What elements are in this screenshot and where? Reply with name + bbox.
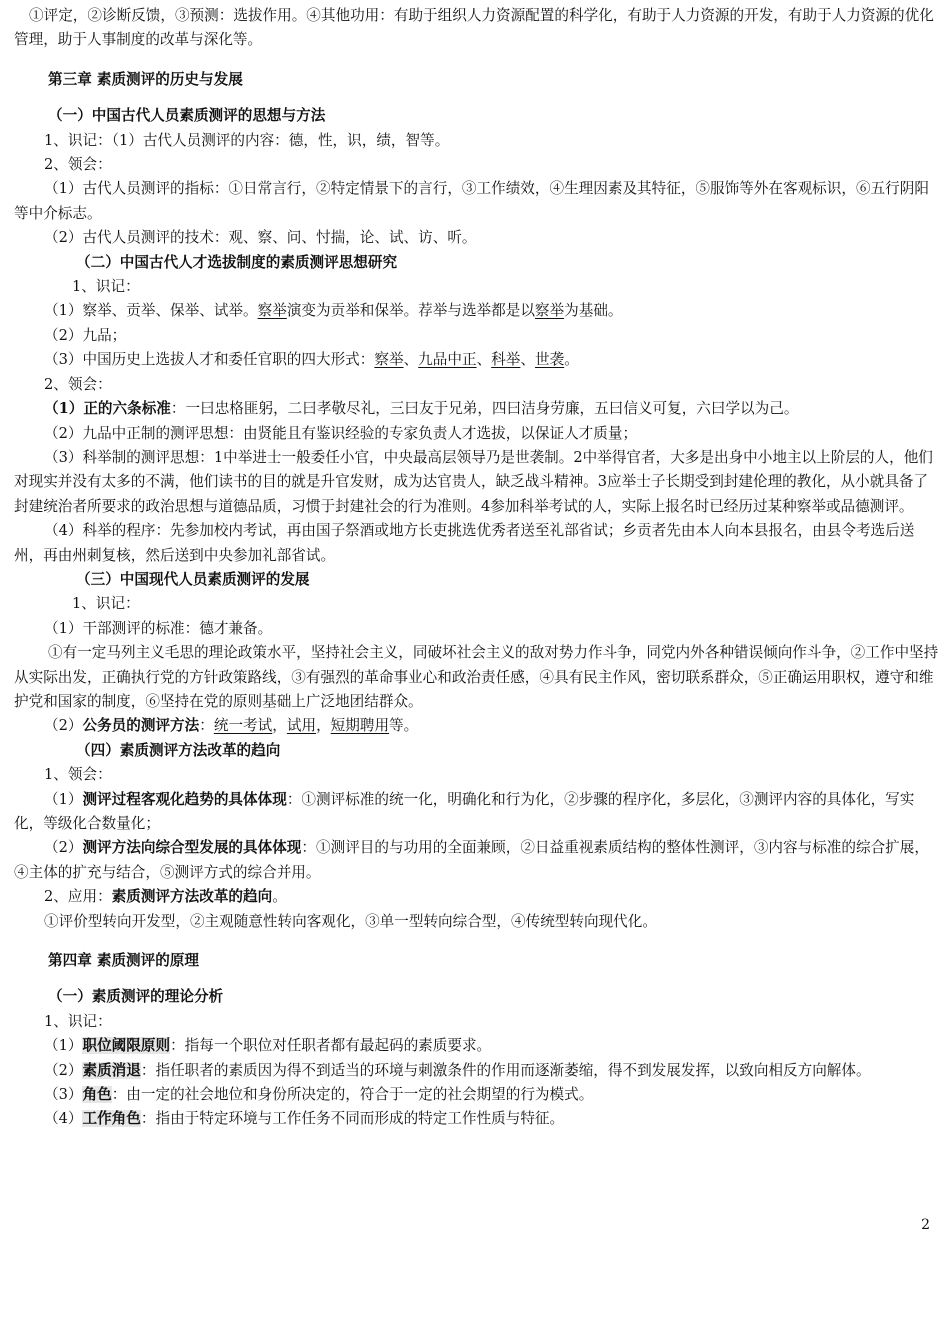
text-line: ①有一定马列主义毛思的理论政策水平，坚持社会主义，同破坏社会主义的敌对势力作斗争，同党内外各种错误倾向作斗争，②工作中坚持从实际出发，正确执行党的方针政策路线，③有强烈的革命事业心和政治责任感，④具有民主作风，密切联系群众，⑤正确运用职权，遵守和维护党和国家的制度，⑥坚持在党的原则基础上广泛地团结群众。 bbox=[14, 644, 939, 710]
text-line: 2、领会： bbox=[44, 156, 112, 174]
page-number: 2 bbox=[921, 1217, 930, 1233]
bold-term: 测评方法向综合型发展的具体体现 bbox=[82, 839, 302, 857]
text-line: （3）中国历史上选拔人才和委任官职的四大形式：察举、九品中正、科举、世袭。 bbox=[44, 351, 579, 369]
text-line: （1）正的六条标准：一曰忠格匪躬，二曰孝敬尽礼，三曰友于兄弟，四曰洁身劳廉，五曰信义可复，六曰学以为己。 bbox=[44, 400, 799, 418]
text-line: （2）公务员的测评方法：统一考试，试用，短期聘用等。 bbox=[44, 717, 419, 735]
underlined-term: 科举 bbox=[491, 351, 521, 369]
text-line: （1）古代人员测评的指标：①日常言行，②特定情景下的言行，③工作绩效，④生理因素及其特征，⑤服饰等外在客观标识，⑥五行阴阳等中介标志。 bbox=[14, 180, 929, 222]
text-line: ①评价型转向开发型，②主观随意性转向客观化，③单一型转向综合型，④传统型转向现代化。 bbox=[44, 912, 657, 930]
text-line: （2）测评方法向综合型发展的具体体现：①测评目的与功用的全面兼顾，②日益重视素质结构的整体性测评，③内容与标准的综合扩展，④主体的扩充与结合，⑤测评方式的综合并用。 bbox=[14, 839, 929, 881]
underlined-term: 察举 bbox=[534, 302, 565, 320]
text-line: （3）角色：由一定的社会地位和身份所决定的，符合于一定的社会期望的行为模式。 bbox=[44, 1086, 594, 1104]
underlined-term: 短期聘用 bbox=[330, 717, 390, 735]
underlined-term: 察举 bbox=[374, 351, 404, 369]
text-line: 1、识记： bbox=[72, 278, 140, 296]
bold-term: 公务员的测评方法 bbox=[82, 717, 200, 735]
bold-term: 测评过程客观化趋势的具体体现 bbox=[82, 790, 287, 808]
section-5-heading: （一）素质测评的理论分析 bbox=[48, 988, 224, 1006]
text-line: 1、识记： bbox=[72, 595, 140, 613]
text-line: （2）九品； bbox=[44, 326, 127, 344]
text-line: 1、识记：（1）古代人员测评的内容：德，性，识，绩，智等。 bbox=[44, 131, 450, 149]
text-line: （4）工作角色：指由于特定环境与工作任务不同而形成的特定工作性质与特征。 bbox=[44, 1110, 565, 1128]
text-line: （2）素质消退：指任职者的素质因为得不到适当的环境与刺激条件的作用而逐渐萎缩，得不到发展发挥，以致向相反方向解体。 bbox=[44, 1061, 871, 1079]
text-line: （2）古代人员测评的技术：观、察、问、忖揣，论、试、访、听。 bbox=[44, 229, 477, 247]
section-1-heading: （一）中国古代人员素质测评的思想与方法 bbox=[48, 107, 326, 125]
chapter-3-heading: 第三章 素质测评的历史与发展 bbox=[48, 70, 243, 88]
text-line: （1）职位阈限原则：指每一个职位对任职者都有最起码的素质要求。 bbox=[44, 1037, 492, 1055]
text-line: （4）科举的程序：先参加校内考试，再由国子祭酒或地方长吏挑选优秀者送至礼部省试；乡贡者先由本人向本县报名，由县令考选后送州，再由州刺复核，然后送到中央参加礼部省试。 bbox=[14, 522, 915, 564]
section-2-heading: （二）中国古代人才选拔制度的素质测评思想研究 bbox=[76, 253, 398, 271]
chapter-4-heading: 第四章 素质测评的原理 bbox=[48, 952, 200, 970]
underlined-term: 九品中正 bbox=[418, 351, 477, 369]
highlighted-term: 工作角色 bbox=[82, 1110, 141, 1128]
text-line: （2）九品中正制的测评思想：由贤能且有鉴识经验的专家负责人才选拔，以保证人才质量； bbox=[44, 424, 638, 442]
text-line: 1、领会： bbox=[44, 766, 112, 784]
document-page bbox=[14, 4, 940, 1132]
bold-term: 素质测评方法改革的趋向 bbox=[111, 888, 273, 906]
underlined-term: 试用 bbox=[286, 717, 317, 735]
text-line: （1）干部测评的标准：德才兼备。 bbox=[44, 619, 273, 637]
text-line: 2、应用：素质测评方法改革的趋向。 bbox=[44, 888, 287, 906]
highlighted-term: 素质消退 bbox=[82, 1061, 141, 1079]
text-line: 2、领会： bbox=[44, 375, 112, 393]
underlined-term: 察举 bbox=[257, 302, 287, 320]
highlighted-term: 角色 bbox=[82, 1086, 112, 1104]
bold-term: （1）正的六条标准 bbox=[44, 400, 171, 418]
section-4-heading: （四）素质测评方法改革的趋向 bbox=[76, 741, 281, 759]
text-line: （1）察举、贡举、保举、试举。察举演变为贡举和保举。荐举与选举都是以察举为基础。 bbox=[44, 302, 623, 320]
section-3-heading: （三）中国现代人员素质测评的发展 bbox=[76, 570, 310, 588]
paragraph-functions: ①评定，②诊断反馈，③预测：选拔作用。④其他功用：有助于组织人力资源配置的科学化，有助于人力资源的开发，有助于人力资源的优化管理，助于人事制度的改革与深化等。 bbox=[14, 7, 934, 49]
text-line: （1）测评过程客观化趋势的具体体现：①测评标准的统一化，明确化和行为化，②步骤的程序化，多层化，③测评内容的具体化，写实化，等级化合数量化； bbox=[14, 790, 915, 832]
underlined-term: 统一考试 bbox=[213, 717, 273, 735]
highlighted-term: 职位阈限原则 bbox=[82, 1037, 171, 1055]
text-line: （3）科举制的测评思想：1中举进士一般委任小官，中央最高层领导乃是世袭制。2中举得官者，大多是出身中小地主以上阶层的人，他们对现实并没有太多的不满，他们读书的目的就是升官发财，成为达官贵人，缺乏战斗精神。3应举士子长期受到封建伦理的教化，从小就具备了封建统治者所要求的政治思想与道德品质，习惯于封建社会的行为准则。4参加科举考试的人，实际上报名时已经历过某种察举或品德测评。 bbox=[14, 448, 933, 515]
text-line: 1、识记： bbox=[44, 1012, 112, 1030]
underlined-term: 世袭 bbox=[534, 351, 565, 369]
